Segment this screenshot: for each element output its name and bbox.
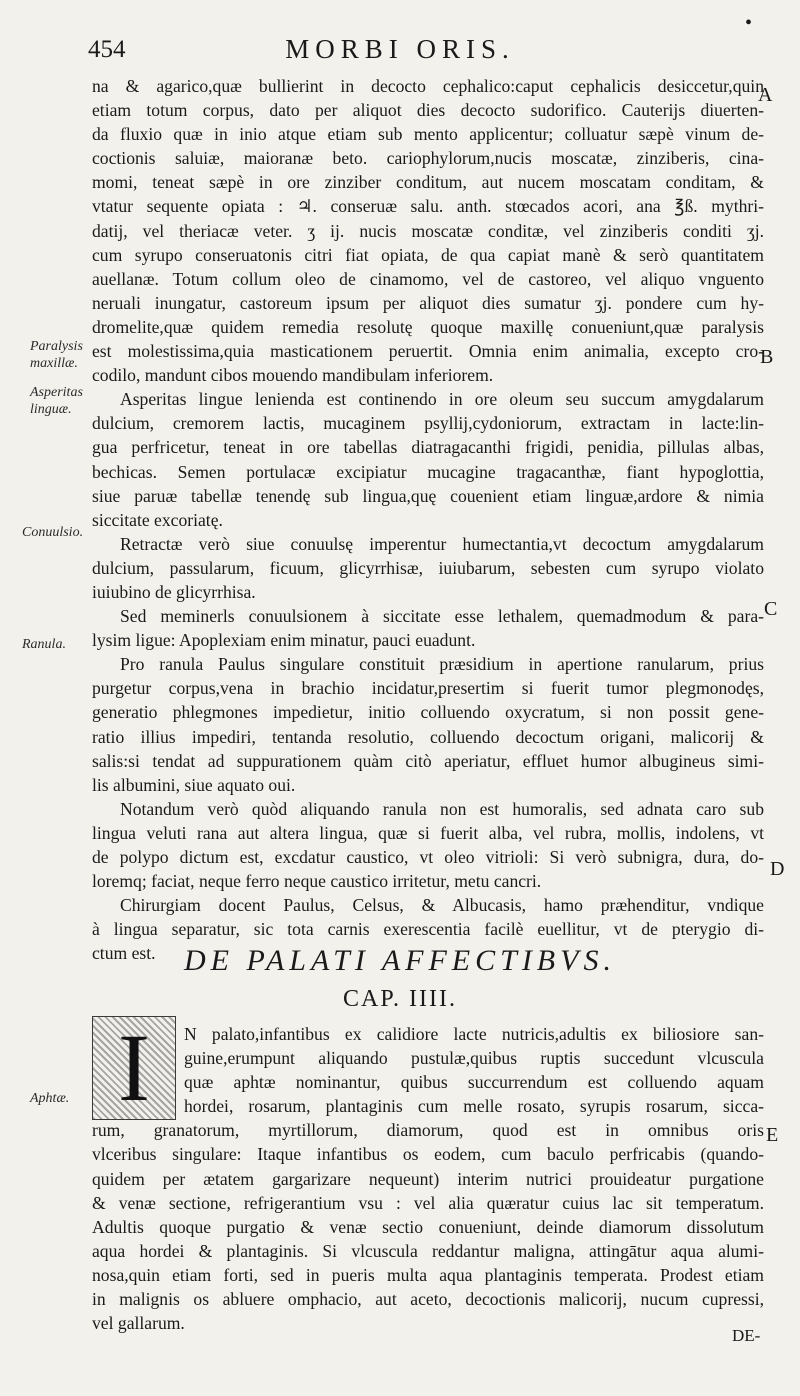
- margin-note-line: Asperitas: [30, 385, 83, 400]
- page-number: 454: [88, 36, 126, 63]
- text-line: vtatur sequente opiata : ♃. conseruæ salu. anth. stœcados acori, ana ℥ß. mythri-: [92, 196, 764, 217]
- text-line: neruali inungatur, castoreum ipsum per aliquot dies sumatur ʒj. pondere cum hy-: [92, 292, 764, 313]
- text-line: & venæ sectione, refrigerantium vsu : vel alia quæratur cuius lac sit temperatum.: [92, 1192, 764, 1213]
- text-line: momi, teneat sæpè in ore zinziber conditum, aut nucem moscatam conditam, &: [92, 172, 764, 193]
- text-line: purgetur corpus,vena in brachio incidatur,presertim si fuerit tumor plegmonodęs,: [92, 678, 764, 699]
- text-line: quidem per ætatem gargarizare nequeunt) interim nutrici prouideatur purgatione: [92, 1168, 764, 1189]
- text-line: nosa,quin etiam forti, sed in pueris multa aqua plantaginis temperata. Prodest etiam: [92, 1264, 764, 1285]
- text-line: dulcium, passularum, ficuum, glicyrrhisæ, iuiubarum, sebesten cum syrupo violato: [92, 557, 764, 578]
- text-line: rum, granatorum, myrtillorum, diamorum, quod est in omnibus oris: [92, 1120, 764, 1141]
- text-line: guine,erumpunt aliquando pustulæ,quibus ruptis succedunt vlcuscula: [184, 1048, 764, 1069]
- text-line: Sed meminerls conuulsionem à siccitate esse lethalem, quemadmodum & para-: [120, 606, 764, 627]
- text-line: siue paruæ tabellæ tenendę sub lingua,quę couenient etiam linguæ,ardore & nimia: [92, 485, 764, 506]
- text-line: ctum est.: [92, 943, 156, 964]
- margin-letter-d: D: [770, 858, 785, 880]
- margin-note-paralysis: [30, 338, 83, 372]
- text-line: etiam totum corpus, dato per aliquot dies decocto sudorifico. Cauterijs diuerten-: [92, 100, 764, 121]
- text-line: Retractæ verò siue conuulsę imperentur humectantia,vt decoctum amygdalarum: [120, 533, 764, 554]
- text-line: dromelite,quæ quidem remedia resolutę quoque maxillę conueniunt,quæ paralysis: [92, 316, 764, 337]
- chapter-heading: CAP. IIII.: [343, 986, 457, 1012]
- text-line: gua perfricetur, teneat in ore tabellas diatragacanthi frigidi, penidia, pillulas albas,: [92, 437, 764, 458]
- margin-letter-b: B: [760, 346, 774, 368]
- text-line: lysim ligue: Apoplexiam enim minatur, pauci euadunt.: [92, 630, 476, 651]
- text-line: lis albumini, siue aquato oui.: [92, 774, 296, 795]
- initial-letter: I: [93, 1017, 175, 1119]
- chapter-text: [92, 1022, 764, 1335]
- margin-note-asperitas: [30, 384, 83, 418]
- text-line: da fluxio quæ in inio atque etiam sub mento applicentur; colluatur sæpè vinum de-: [92, 124, 764, 145]
- text-line: Chirurgiam docent Paulus, Celsus, & Albucasis, hamo præhenditur, vndique: [120, 895, 764, 916]
- catchword: DE-: [732, 1326, 761, 1345]
- text-line: dulcium, cremorem lactis, mucaginem psyllij,cydoniorum, extractam in lacte:lin-: [92, 413, 764, 434]
- text-line: quæ aphtæ nominantur, quibus succurrendum est colluendo aquam: [184, 1072, 764, 1093]
- text-line: codilo, mandunt cibos mouendo mandibulam inferiorem.: [92, 365, 494, 386]
- margin-note-aphtae: Aphtæ.: [30, 1091, 70, 1106]
- text-line: loremq; faciat, neque ferro neque caustico irritetur, metu cancri.: [92, 871, 542, 892]
- text-line: N palato,infantibus ex calidiore lacte nutricis,adultis ex biliosiore san-: [184, 1024, 764, 1044]
- text-line: generatio phlegmones impedietur, initio colluendo oxycratum, si non possit gene-: [92, 702, 764, 723]
- margin-note-line: linguæ.: [30, 402, 72, 417]
- text-line: bechicas. Semen portulacæ excipiatur mucagine tragacanthæ, fiant hypoglottia,: [92, 461, 764, 482]
- page-header: [0, 12, 800, 72]
- text-line: salis:si tendat ad suppurationem quàm citò aperiatur, effluet humor albugineus simi-: [92, 750, 764, 771]
- text-line: datij, vel theriacæ veter. ʒ ij. nucis moscatæ conditæ, vel zinziberis conditi ʒj.: [92, 220, 764, 241]
- margin-note-convulsio: Conuulsio.: [22, 525, 84, 540]
- text-line: na & agarico,quæ bullierint in decocto cephalico:caput cephalicis desiccetur,quin: [92, 76, 764, 96]
- text-line: de polypo dictum est, excdatur caustico, vt oleo vitrioli: Si verò subnigra, dura, do-: [92, 847, 764, 867]
- text-line: Pro ranula Paulus singulare constituit præsidium in apertione ranularum, prius: [120, 654, 764, 675]
- text-line: Adultis quoque purgatio & venæ sectio conueniunt, deinde diamorum dissolutum: [92, 1216, 764, 1237]
- text-line: Asperitas lingue lenienda est continendo in ore oleum seu succum amygdalarum: [120, 389, 764, 410]
- ink-mark: •: [745, 12, 753, 34]
- margin-letter-c: C: [764, 598, 778, 620]
- text-line: auellanæ. Totum collum oleo de cinamomo, vel de castoreo, vel aliquo vnguento: [92, 268, 764, 289]
- body-text: [92, 74, 764, 965]
- text-line: Notandum verò quòd aliquando ranula non est humoralis, sed adnata caro sub: [120, 798, 764, 819]
- margin-note-line: Paralysis: [30, 339, 83, 354]
- margin-note-line: maxillæ.: [30, 356, 78, 371]
- text-line: iuiubino de glicyrrhisa.: [92, 581, 256, 602]
- text-line: vel gallarum.: [92, 1313, 185, 1334]
- text-line: coctionis saluiæ, maioranæ beto. cariophylorum,nucis moscatæ, zinziberis, cina-: [92, 148, 764, 169]
- margin-note-ranula: Ranula.: [22, 637, 66, 652]
- margin-letter-e: E: [766, 1124, 779, 1146]
- section-title: DE PALATI AFFECTIBVS.: [184, 944, 616, 977]
- text-line: aqua hordei & plantaginis. Si vlcuscula reddantur maligna, attingātur aqua alumi-: [92, 1240, 764, 1261]
- text-line: est molestissima,quia masticationem peruertit. Omnia enim animalia, excepto cro-: [92, 341, 764, 362]
- text-line: hordei, rosarum, plantaginis cum melle rosato, syrupis rosarum, sicca-: [184, 1096, 764, 1117]
- text-line: cum syrupo conseruatonis citri fiat opiata, de qua capiat manè & serò quantitatem: [92, 244, 764, 265]
- text-line: in malignis os abluere omphacio, aut aceto, decoctionis malicorij, nucum cupressi,: [92, 1289, 764, 1310]
- running-head: MORBI ORIS.: [285, 34, 515, 64]
- text-line: siccitate excoriatę.: [92, 509, 223, 530]
- margin-letter-a: A: [758, 84, 773, 106]
- text-line: ratio illius impediri, tentanda resolutio, colluendo decoctum origani, malicorij &: [92, 726, 764, 747]
- text-line: vlceribus singulare: Itaque infantibus os eodem, cum baculo perfricabis (quando-: [92, 1144, 764, 1165]
- text-line: lingua veluti rana aut altera lingua, quæ si fuerit alba, vel rubra, mollis, indolens, vt: [92, 822, 764, 843]
- text-line: à lingua separatur, sic tota carnis exerescentia facilè euellitur, vt de pterygio di-: [92, 919, 764, 940]
